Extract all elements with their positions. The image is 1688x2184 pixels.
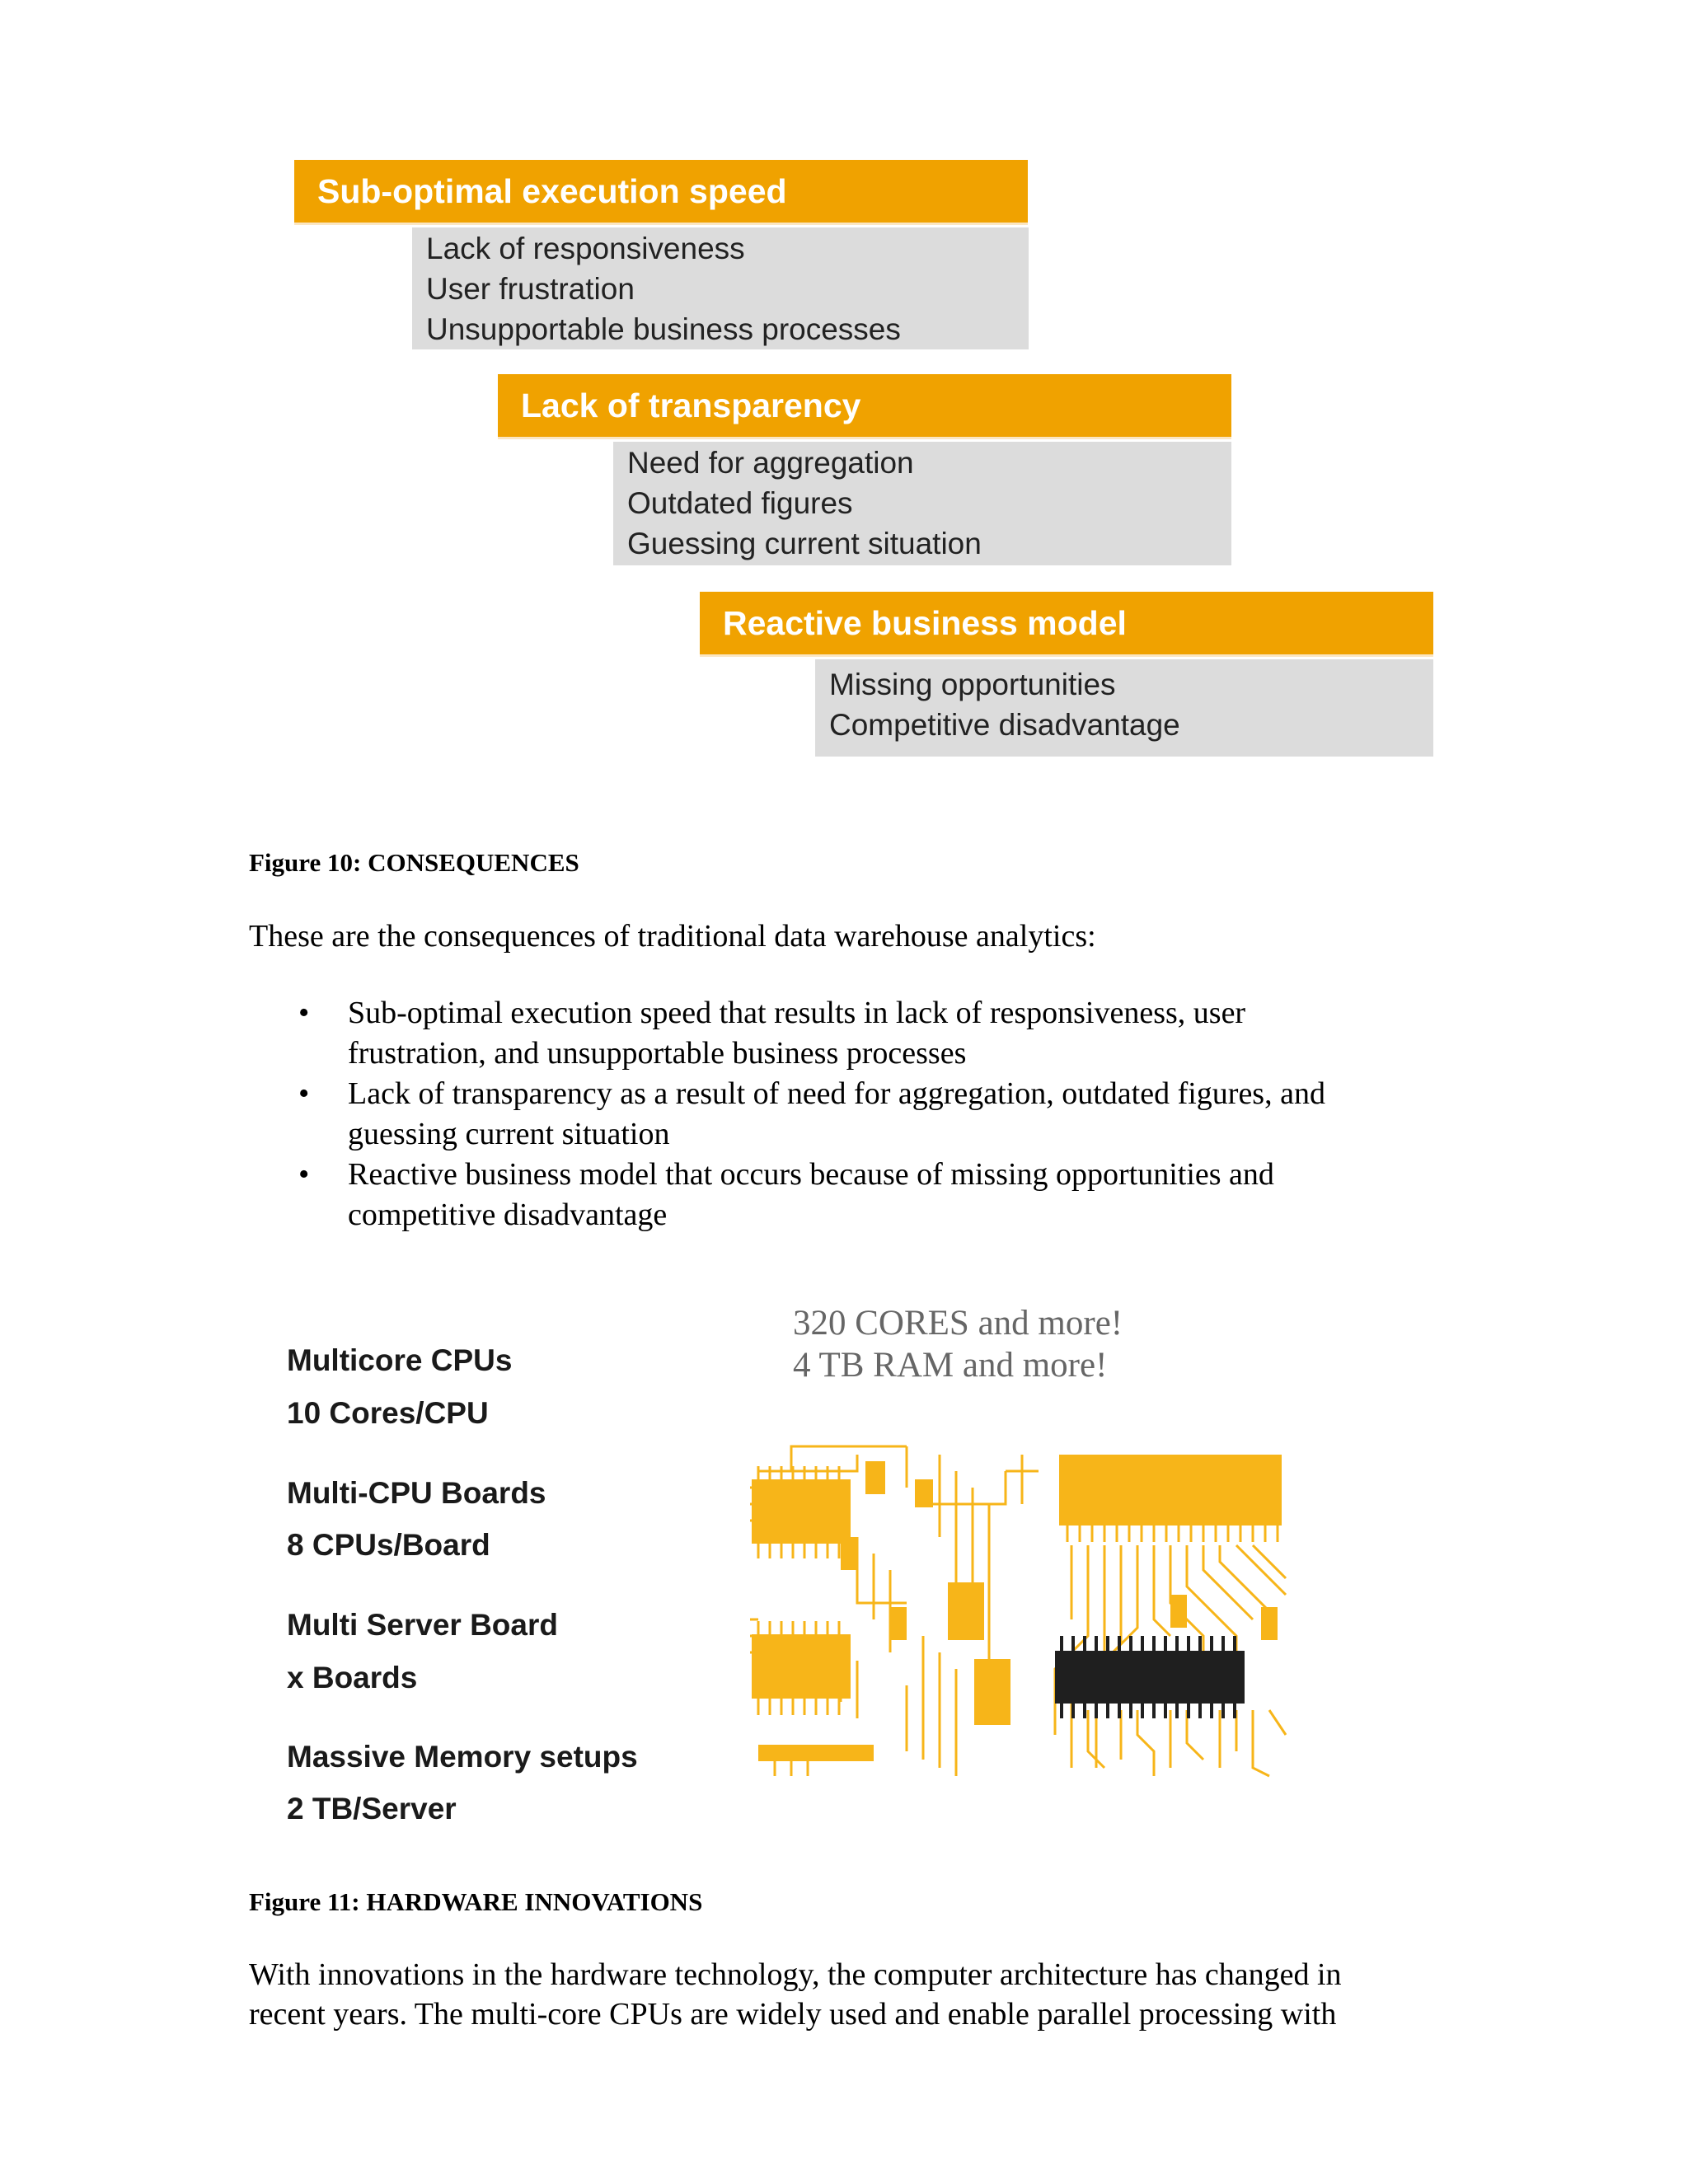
hw-label-title: Multi Server Board	[287, 1608, 558, 1642]
hw-label-title: Massive Memory setups	[287, 1740, 638, 1774]
step-details	[815, 659, 1433, 757]
hw-label-value: 2 TB/Server	[287, 1792, 457, 1825]
closing-paragraph-line: recent years. The multi-core CPUs are widely used and enable parallel processing with	[249, 1997, 1337, 2032]
bullet-icon: •	[298, 996, 310, 1030]
bullet-list	[249, 993, 1325, 1235]
step-header: Sub-optimal execution speed	[294, 160, 1028, 223]
hw-label-value: 10 Cores/CPU	[287, 1396, 489, 1430]
step-item: Need for aggregation	[627, 446, 914, 480]
step-item: User frustration	[426, 272, 635, 306]
step-header: Reactive business model	[700, 592, 1433, 654]
list-item	[249, 1074, 1325, 1155]
bullet-icon: •	[298, 1076, 310, 1111]
dark-chip	[1055, 1651, 1245, 1704]
cores-headline: 320 CORES and more!	[793, 1304, 1123, 1343]
step-details	[613, 442, 1231, 565]
intro-paragraph: These are the consequences of traditional data warehouse analytics:	[249, 919, 1096, 954]
figure-caption: Figure 10: CONSEQUENCES	[249, 848, 579, 877]
step-item: Lack of responsiveness	[426, 232, 745, 265]
hw-label-value: x Boards	[287, 1661, 418, 1694]
step-item: Competitive disadvantage	[829, 708, 1180, 742]
step-item: Guessing current situation	[627, 527, 982, 560]
list-item-text: guessing current situation	[348, 1117, 670, 1151]
hw-label-title: Multicore CPUs	[287, 1343, 513, 1377]
closing-paragraph-line: With innovations in the hardware technology, the computer architecture has changed in	[249, 1957, 1342, 1992]
step-item: Missing opportunities	[829, 668, 1116, 701]
step-item: Unsupportable business processes	[426, 312, 901, 346]
step-details	[412, 227, 1029, 349]
list-item	[249, 993, 1325, 1074]
list-item-text: Sub-optimal execution speed that results in lack of responsiveness, user	[348, 996, 1246, 1030]
ram-headline: 4 TB RAM and more!	[793, 1346, 1108, 1385]
list-item-text: Lack of transparency as a result of need for aggregation, outdated figures, and	[348, 1076, 1325, 1111]
list-item-text: frustration, and unsupportable business processes	[348, 1036, 967, 1071]
circuit-board-illustration	[742, 1438, 1302, 1784]
hw-label-value: 8 CPUs/Board	[287, 1528, 490, 1562]
list-item-text: competitive disadvantage	[348, 1197, 668, 1232]
step-item: Outdated figures	[627, 486, 853, 520]
figure-caption: Figure 11: HARDWARE INNOVATIONS	[249, 1887, 703, 1916]
hw-label-title: Multi-CPU Boards	[287, 1476, 546, 1510]
bullet-icon: •	[298, 1157, 310, 1192]
step-header: Lack of transparency	[498, 374, 1231, 437]
list-item-text: Reactive business model that occurs because of missing opportunities and	[348, 1157, 1274, 1192]
list-item	[249, 1155, 1325, 1235]
